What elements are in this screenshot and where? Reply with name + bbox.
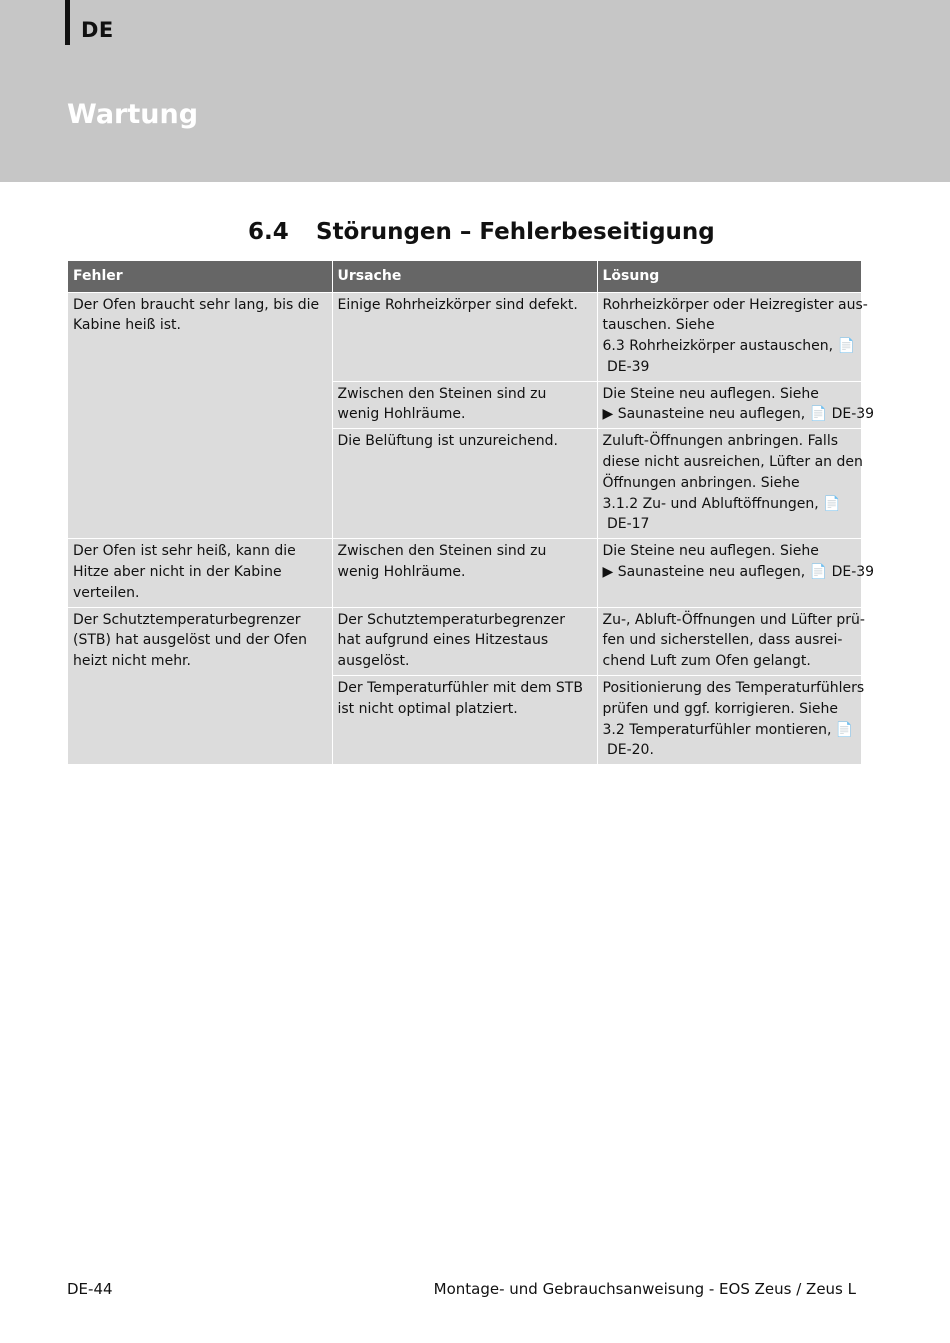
document-title: Montage- und Gebrauchsanweisung - EOS Zeus / Zeus L <box>433 1280 856 1298</box>
section-number: 6.4 <box>248 219 289 245</box>
table-header-row <box>68 261 861 292</box>
loesung-line: diese nicht ausreichen, Lüfter an den <box>602 454 863 471</box>
loesung-line: Zuluft-Öffnungen anbringen. Falls <box>602 433 838 450</box>
cell-fehler: Der Schutztemperaturbegrenzer (STB) hat ausgelöst und der Ofen heizt nicht mehr. <box>68 607 332 764</box>
language-label: DE <box>81 18 114 42</box>
table-row <box>68 292 861 381</box>
header-fehler: Fehler <box>68 261 332 292</box>
page-number: DE-44 <box>67 1280 113 1298</box>
cell-loesung <box>597 429 861 539</box>
header-band <box>0 0 950 182</box>
loesung-line: DE-20. <box>602 742 654 759</box>
cell-loesung <box>597 676 865 765</box>
loesung-line: Rohrheizkörper oder Heizregister aus- <box>602 296 868 313</box>
section-heading <box>248 219 715 245</box>
cell-loesung <box>597 381 875 429</box>
loesung-line: Die Steine neu auflegen. Siehe <box>602 543 819 560</box>
loesung-line: Zu-, Abluft-Öffnungen und Lüfter prü- <box>602 611 865 628</box>
cell-loesung <box>597 292 868 381</box>
loesung-line: 3.2 Temperaturfühler montieren, 📄 <box>602 721 854 738</box>
cell-loesung <box>597 607 865 675</box>
loesung-line: DE-39 <box>602 358 650 375</box>
loesung-line: fen und sicherstellen, dass ausrei- <box>602 632 843 649</box>
loesung-line: Die Steine neu auflegen. Siehe <box>602 385 819 402</box>
cell-fehler: Der Ofen ist sehr heiß, kann die Hitze aber nicht in der Kabine verteilen. <box>68 539 332 607</box>
cell-ursache: Der Schutztemperaturbegrenzer hat aufgrund eines Hitzestaus ausgelöst. <box>332 607 597 675</box>
cell-ursache: Zwischen den Steinen sind zu wenig Hohlräume. <box>332 381 597 429</box>
loesung-line: 6.3 Rohrheizkörper austauschen, 📄 <box>602 338 855 355</box>
cell-fehler: Der Ofen braucht sehr lang, bis die Kabine heiß ist. <box>68 292 332 539</box>
cell-ursache: Der Temperaturfühler mit dem STB ist nicht optimal platziert. <box>332 676 597 765</box>
loesung-line: 3.1.2 Zu- und Abluftöffnungen, 📄 <box>602 495 841 512</box>
loesung-line: ▶ Saunasteine neu auflegen, 📄 DE-39 <box>602 406 875 423</box>
table-row <box>68 539 861 607</box>
chapter-title: Wartung <box>67 99 199 130</box>
cell-loesung <box>597 539 875 607</box>
table-row <box>68 607 861 675</box>
header-ursache: Ursache <box>332 261 597 292</box>
loesung-line: tauschen. Siehe <box>602 317 715 334</box>
loesung-line: chend Luft zum Ofen gelangt. <box>602 653 811 670</box>
loesung-line: ▶ Saunasteine neu auflegen, 📄 DE-39 <box>602 564 875 581</box>
cell-ursache: Die Belüftung ist unzureichend. <box>332 429 597 539</box>
section-title: Störungen – Fehlerbeseitigung <box>316 219 715 245</box>
troubleshooting-table <box>68 261 875 764</box>
cell-ursache: Einige Rohrheizkörper sind defekt. <box>332 292 597 381</box>
loesung-line: DE-17 <box>602 516 650 533</box>
header-loesung: Lösung <box>597 261 861 292</box>
loesung-line: Öffnungen anbringen. Siehe <box>602 474 800 491</box>
cell-ursache: Zwischen den Steinen sind zu wenig Hohlräume. <box>332 539 597 607</box>
loesung-line: prüfen und ggf. korrigieren. Siehe <box>602 700 838 717</box>
language-marker-bar <box>65 0 70 45</box>
loesung-line: Positionierung des Temperaturfühlers <box>602 680 865 697</box>
